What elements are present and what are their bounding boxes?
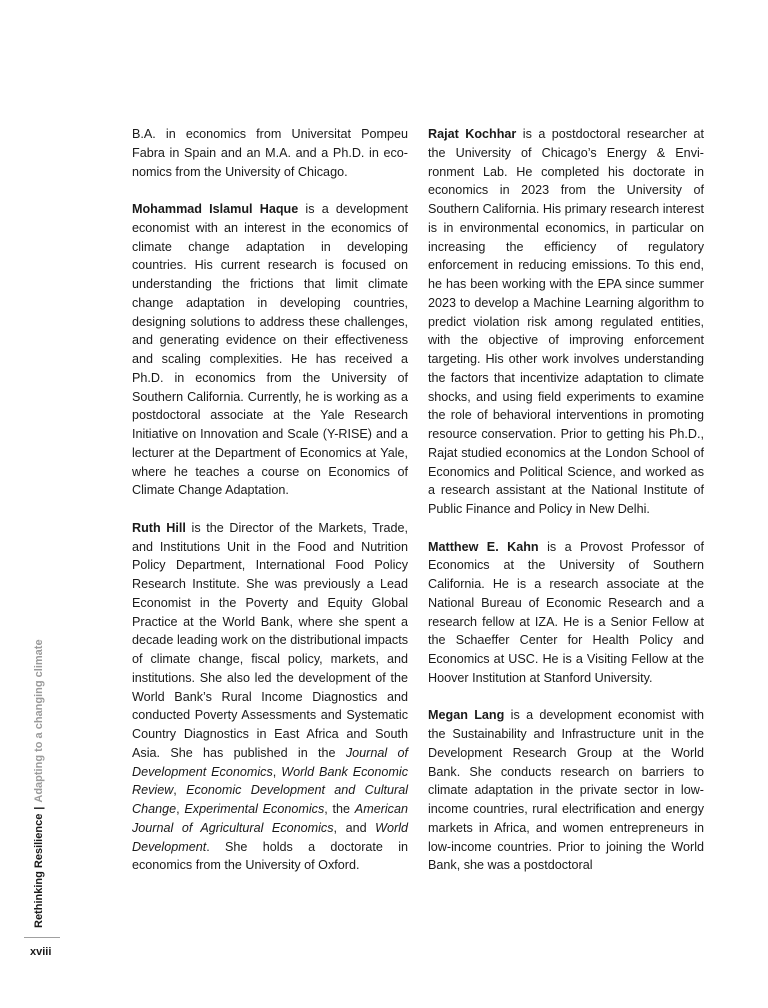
page-number: xviii: [30, 946, 52, 958]
bio-text: , the: [324, 802, 355, 816]
bio-name: Ruth Hill: [132, 520, 186, 535]
journal-title: American Journal of Agricultural Economics: [132, 802, 408, 835]
page-number-rule: [24, 937, 60, 938]
left-column: [132, 125, 408, 894]
bio-text: is a development economist with an interest in the economics of climate change adaptation in developing countries. His current research is focused on understanding the frictions that limit climate change adaptation in developing countries, designing solutions to address these challenges, and generating evidence on their effectiveness and scaling complexities. He has received a Ph.D. in economics from the University of Southern California. Currently, he is working as a postdoctoral associate at the Yale Research Initiative on Innovation and Scale (Y-RISE) and a lecturer at the Department of Economics at Yale, where he teaches a course on Economics of Climate Change Adaptation.: [132, 202, 408, 498]
bio-lang: [428, 706, 704, 875]
journal-title: Economic Development and Cultural Change: [132, 783, 409, 816]
bio-text: is the Director of the Markets, Trade, and Institutions Unit in the Food and Nutrition Policy Department, International Food Policy Research Institute. She was previously a Lead Economist in the Poverty and Equity Global Practice at the World Bank, where she spent a decade leading work on the distributional impacts of climate change, fiscal policy, markets, and institutions. She also led the development of the World Bank’s Rural Income Diagnostics and conducted Poverty Assessments and Systematic Country Diagnostics in East Africa and South Asia. She has published in the: [132, 520, 408, 760]
bio-text: ,: [176, 802, 185, 816]
bio-name: Matthew E. Kahn: [428, 539, 539, 554]
bio-name: Rajat Kochhar: [428, 127, 517, 141]
bio-name: Mohammad Islamul Haque: [132, 202, 299, 216]
journal-title: World Development: [132, 820, 408, 854]
bio-text: ,: [272, 764, 282, 779]
bio-haque: [132, 200, 408, 500]
bio-hill: [132, 519, 408, 875]
bio-continuation: [132, 125, 408, 181]
bio-text: , and: [333, 820, 376, 835]
bio-text: is a postdoctoral researcher at the University of Chicago’s Energy & Environment Lab. He completed his doctorate in economics in 2023 from the University of Southern California. His primary research interest is in environmental economics, in particular on increasing the efficiency of regulatory enforcement in reducing emissions. To this end, he has been working with the EPA since summer 2023 to develop a Machine Learning algorithm to predict violation risk among regulated entities, with the objective of improving enforcement targeting. His other work involves understanding the factors that incentivize adaptation to climate shocks, and using field experiments to examine the role of behavioral interventions in promoting resource conservation. Prior to getting his Ph.D., Rajat studied economics at the London School of Economics and Political Science, and worked as a research assistant at the National Institute of Public Finance and Policy in New Delhi.: [428, 127, 704, 516]
running-header: [32, 639, 46, 928]
header-separator: |: [33, 806, 45, 810]
bio-kahn: [428, 538, 704, 688]
bio-text: B.A. in economics from Universitat Pompeu Fabra in Spain and an M.A. and a Ph.D. in economics from the University of Chicago.: [132, 127, 408, 179]
book-subtitle: Adapting to a changing climate: [33, 639, 45, 803]
bio-text: is a development economist with the Sustainability and Infrastructure unit in the Development Research Group at the World Bank. She conducts research on barriers to climate adaptation in the private sector in low-income countries, rural electrification and energy markets in Africa, and women entrepreneurs in low-income countries. Prior to joining the World Bank, she was a postdoctoral: [428, 708, 705, 873]
bio-text: is a Provost Professor of Economics at the University of Southern California. He is a research associate at the National Bureau of Economic Research and a research fellow at IZA. He is a Senior Fellow at the Schaeffer Center for Health Policy and Economics at USC. He is a Visiting Fellow at the Hoover Institution at Stanford University.: [428, 539, 705, 685]
book-title: Rethinking Resilience: [33, 813, 45, 928]
bio-text: . She holds a doctorate in economics from the University of Oxford.: [132, 839, 408, 873]
bio-name: Megan Lang: [428, 708, 505, 723]
bio-text: ,: [173, 783, 187, 798]
bio-kochhar: [428, 125, 704, 519]
right-column: [428, 125, 704, 894]
journal-title: Journal of Development Economics: [132, 745, 408, 779]
journal-title: Experimental Economics: [184, 802, 325, 816]
journal-title: World Bank Economic Review: [132, 764, 408, 798]
